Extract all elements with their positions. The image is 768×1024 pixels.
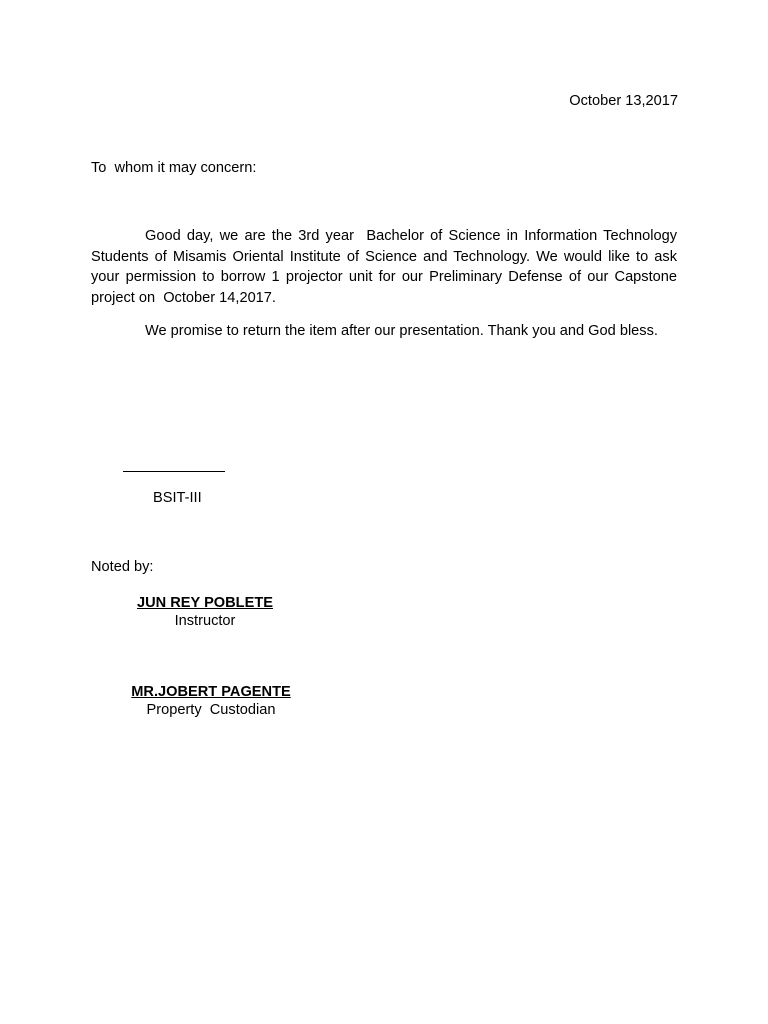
signatory-custodian: [128, 683, 294, 719]
signatory-title: Property Custodian: [146, 702, 276, 718]
signatory-title: Instructor: [174, 613, 236, 629]
letter-date: October 13,2017: [569, 93, 678, 109]
body-paragraph-promise: We promise to return the item after our presentation. Thank you and God bless.: [145, 323, 658, 339]
body-paragraph-request: Good day, we are the 3rd year Bachelor of Science in Information Technology Students of Misamis Oriental Institute of Science and Technology. We would like to ask your permission to borrow 1 projector unit for our Preliminary Defense of our Capstone project on October 14,2017.: [91, 228, 682, 306]
sender-class: BSIT-III: [153, 490, 202, 506]
signatory-name: MR.JOBERT PAGENTE: [131, 684, 291, 700]
signature-line: [123, 459, 225, 472]
signatory-instructor: [128, 594, 282, 630]
signatory-name: JUN REY POBLETE: [137, 595, 273, 611]
salutation: To whom it may concern:: [91, 160, 257, 176]
noted-by-label: Noted by:: [91, 559, 154, 575]
